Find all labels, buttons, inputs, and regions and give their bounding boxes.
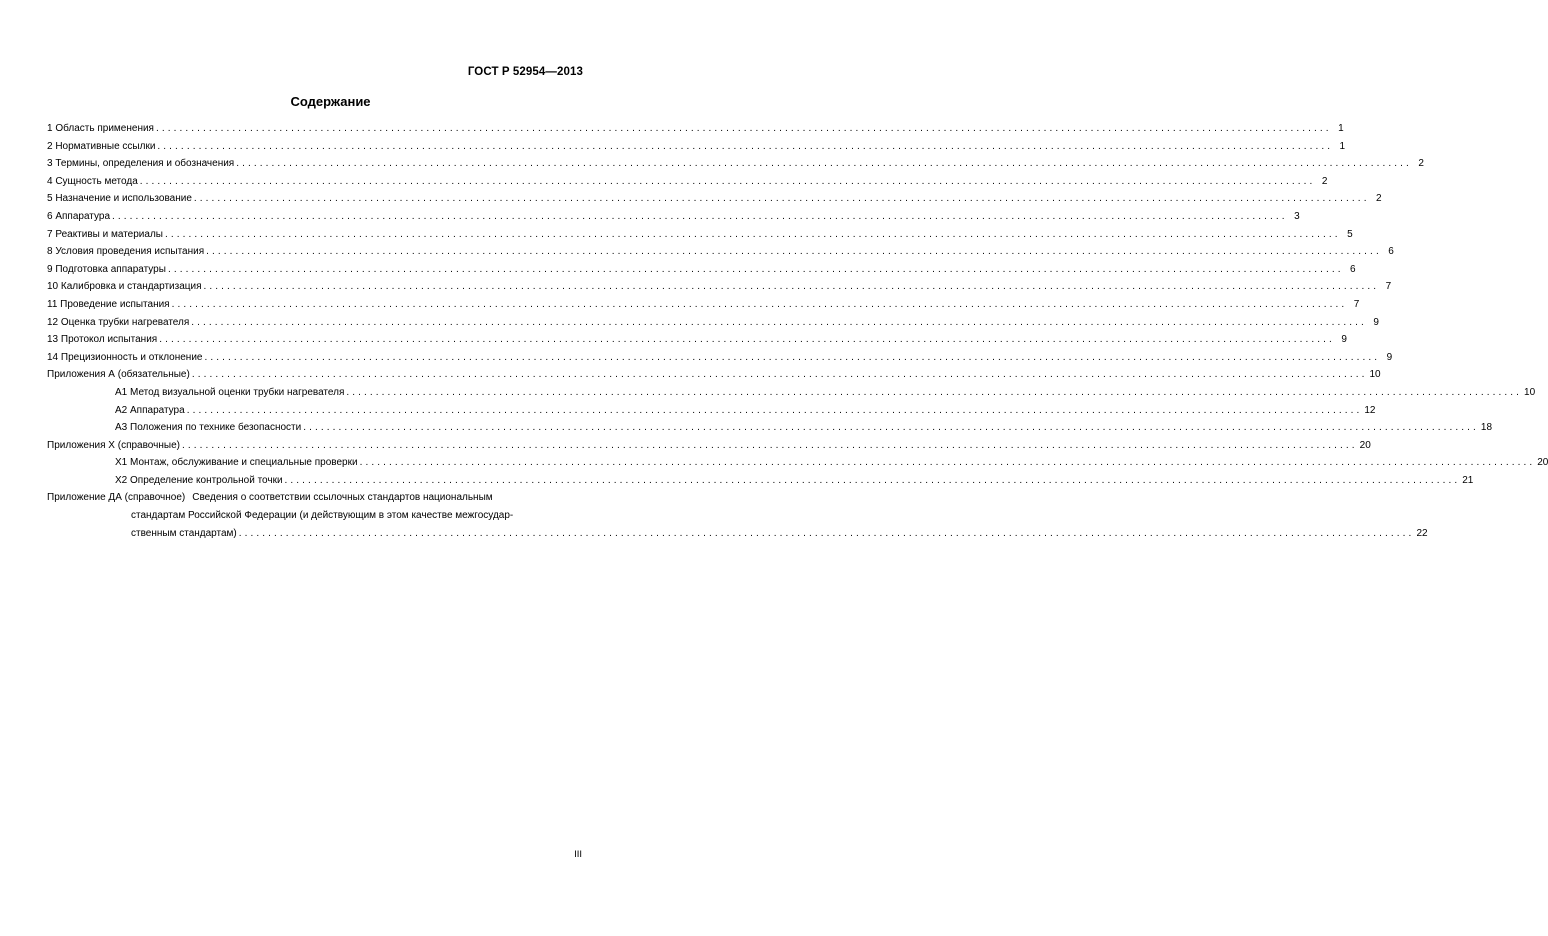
toc-item-label: 13 Протокол испытания [47,334,158,346]
dot-leader: ........................................................................................................................................................................................................ [164,228,1341,240]
toc-appendix-da-text-2: стандартам Российской Федерации (и действующим в этом качестве межгосудар- [131,510,514,522]
toc-item-page: 9 [1373,316,1379,328]
dot-leader: ........................................................................................................................................................................................................ [203,281,1380,293]
dot-leader: ........................................................................................................................................................................................................ [171,298,1348,310]
toc-item-6[interactable] [47,208,1300,226]
toc-item-page: 6 [1350,263,1356,275]
toc-item-label: 14 Прецизионность и отклонение [47,351,203,363]
dot-leader: ........................................................................................................................................................................................................ [303,422,1479,434]
toc-item-page: 2 [1321,175,1328,187]
page-title: Содержание [290,94,371,109]
toc-appendix-a[interactable] [47,366,1381,384]
dot-leader: ........................................................................................................................................................................................................ [206,246,1382,258]
toc-appendix-x[interactable] [47,437,1371,455]
toc-item-page: 9 [1341,334,1347,346]
toc-item-4[interactable] [47,173,1328,191]
toc-item-10[interactable] [47,278,1392,296]
toc-item-3[interactable] [47,155,1424,173]
toc-item-label: 5 Назначение и использование [47,193,192,205]
toc-item-page: 3 [1294,210,1300,222]
toc-item-12[interactable] [47,314,1379,332]
toc-item-label: 7 Реактивы и материалы [47,228,163,240]
toc-item-label: Приложения А (обязательные) [47,369,190,381]
toc-item-label: Приложения Х (справочные) [47,439,180,451]
toc-item-11[interactable] [47,296,1360,314]
toc-appendix-x1[interactable] [47,454,1548,472]
dot-leader: ........................................................................................................................................................................................................ [238,527,1415,539]
toc-item-page: 22 [1416,527,1428,539]
toc-item-page: 6 [1388,246,1394,258]
toc-item-page: 5 [1347,228,1353,240]
toc-item-page: 10 [1369,369,1381,381]
toc-item-1[interactable] [47,120,1344,138]
toc-appendix-da-text-1: Сведения о соответствии ссылочных стандартов национальным [192,492,493,504]
toc-item-label: А2 Аппаратура [115,404,185,416]
dot-leader: ........................................................................................................................................................................................................ [346,386,1523,398]
dot-leader: ........................................................................................................................................................................................................ [193,193,1370,205]
dot-leader: ........................................................................................................................................................................................................ [139,175,1316,187]
toc-item-page: 9 [1386,351,1393,363]
toc-item-13[interactable] [47,331,1347,349]
dot-leader: ........................................................................................................................................................................................................ [159,334,1335,346]
toc-item-page: 7 [1385,281,1392,293]
toc-appendix-da-line-2 [47,507,583,525]
toc-item-page: 10 [1524,386,1536,398]
page-number: III [574,849,582,860]
toc-item-page: 18 [1480,422,1493,434]
toc-item-label: 4 Сущность метода [47,175,138,187]
toc-item-label: 11 Проведение испытания [47,298,170,310]
toc-item-8[interactable] [47,243,1394,261]
dot-leader: ........................................................................................................................................................................................................ [191,316,1367,328]
toc-appendix-da-line-1 [47,489,583,507]
toc-appendix-x2[interactable] [47,472,1474,490]
toc-item-label: 3 Термины, определения и обозначения [47,158,235,170]
dot-leader: ........................................................................................................................................................................................................ [155,123,1332,134]
toc-item-label: 10 Калибровка и стандартизация [47,281,202,293]
dot-leader: ........................................................................................................................................................................................................ [167,263,1344,275]
toc-item-2[interactable] [47,138,1346,156]
dot-leader: ........................................................................................................................................................................................................ [112,210,1288,222]
dot-leader: ........................................................................................................................................................................................................ [181,439,1358,451]
toc-item-page: 1 [1339,140,1346,152]
dot-leader: ........................................................................................................................................................................................................ [236,158,1412,170]
toc-item-page: 1 [1338,123,1344,134]
toc-item-page: 20 [1359,439,1371,451]
toc-item-label: 2 Нормативные ссылки [47,140,156,152]
toc-appendix-a1[interactable] [47,384,1536,402]
toc-appendix-da[interactable] [47,489,1428,542]
toc-item-label: 1 Область применения [47,123,154,134]
toc-appendix-da-prefix: Приложение ДА (справочное) [47,492,186,504]
toc-item-page: 20 [1537,457,1548,469]
dot-leader: ........................................................................................................................................................................................................ [284,474,1461,486]
toc-appendix-a2[interactable] [47,402,1376,420]
dot-leader: ........................................................................................................................................................................................................ [359,457,1536,469]
dot-leader: ........................................................................................................................................................................................................ [157,140,1334,152]
dot-leader: ........................................................................................................................................................................................................ [204,351,1381,363]
toc-item-label: А1 Метод визуальной оценки трубки нагревателя [115,386,345,398]
toc-appendix-da-text-3: ственным стандартам) [131,527,237,539]
toc-item-9[interactable] [47,261,1356,279]
toc-appendix-a3[interactable] [47,419,1493,437]
toc-appendix-da-line-3 [47,525,1428,543]
toc-item-14[interactable] [47,349,1393,367]
toc-item-7[interactable] [47,226,1353,244]
toc-item-label: 12 Оценка трубки нагревателя [47,316,190,328]
toc-item-label: 9 Подготовка аппаратуры [47,263,166,275]
toc-item-label: Х1 Монтаж, обслуживание и специальные проверки [115,457,358,469]
dot-leader: ........................................................................................................................................................................................................ [191,369,1368,381]
toc-item-label: 6 Аппаратура [47,210,111,222]
toc-item-label: 8 Условия проведения испытания [47,246,205,258]
document-id: ГОСТ Р 52954—2013 [467,66,583,78]
toc-item-page: 12 [1364,404,1376,416]
toc-item-page: 7 [1353,298,1360,310]
toc-item-page: 2 [1376,193,1382,205]
toc-item-page: 2 [1418,158,1424,170]
toc-item-5[interactable] [47,190,1382,208]
table-of-contents [47,120,1548,542]
toc-item-label: Х2 Определение контрольной точки [115,474,283,486]
dot-leader: ........................................................................................................................................................................................................ [186,404,1363,416]
toc-item-label: А3 Положения по технике безопасности [115,422,302,434]
toc-item-page: 21 [1462,474,1474,486]
